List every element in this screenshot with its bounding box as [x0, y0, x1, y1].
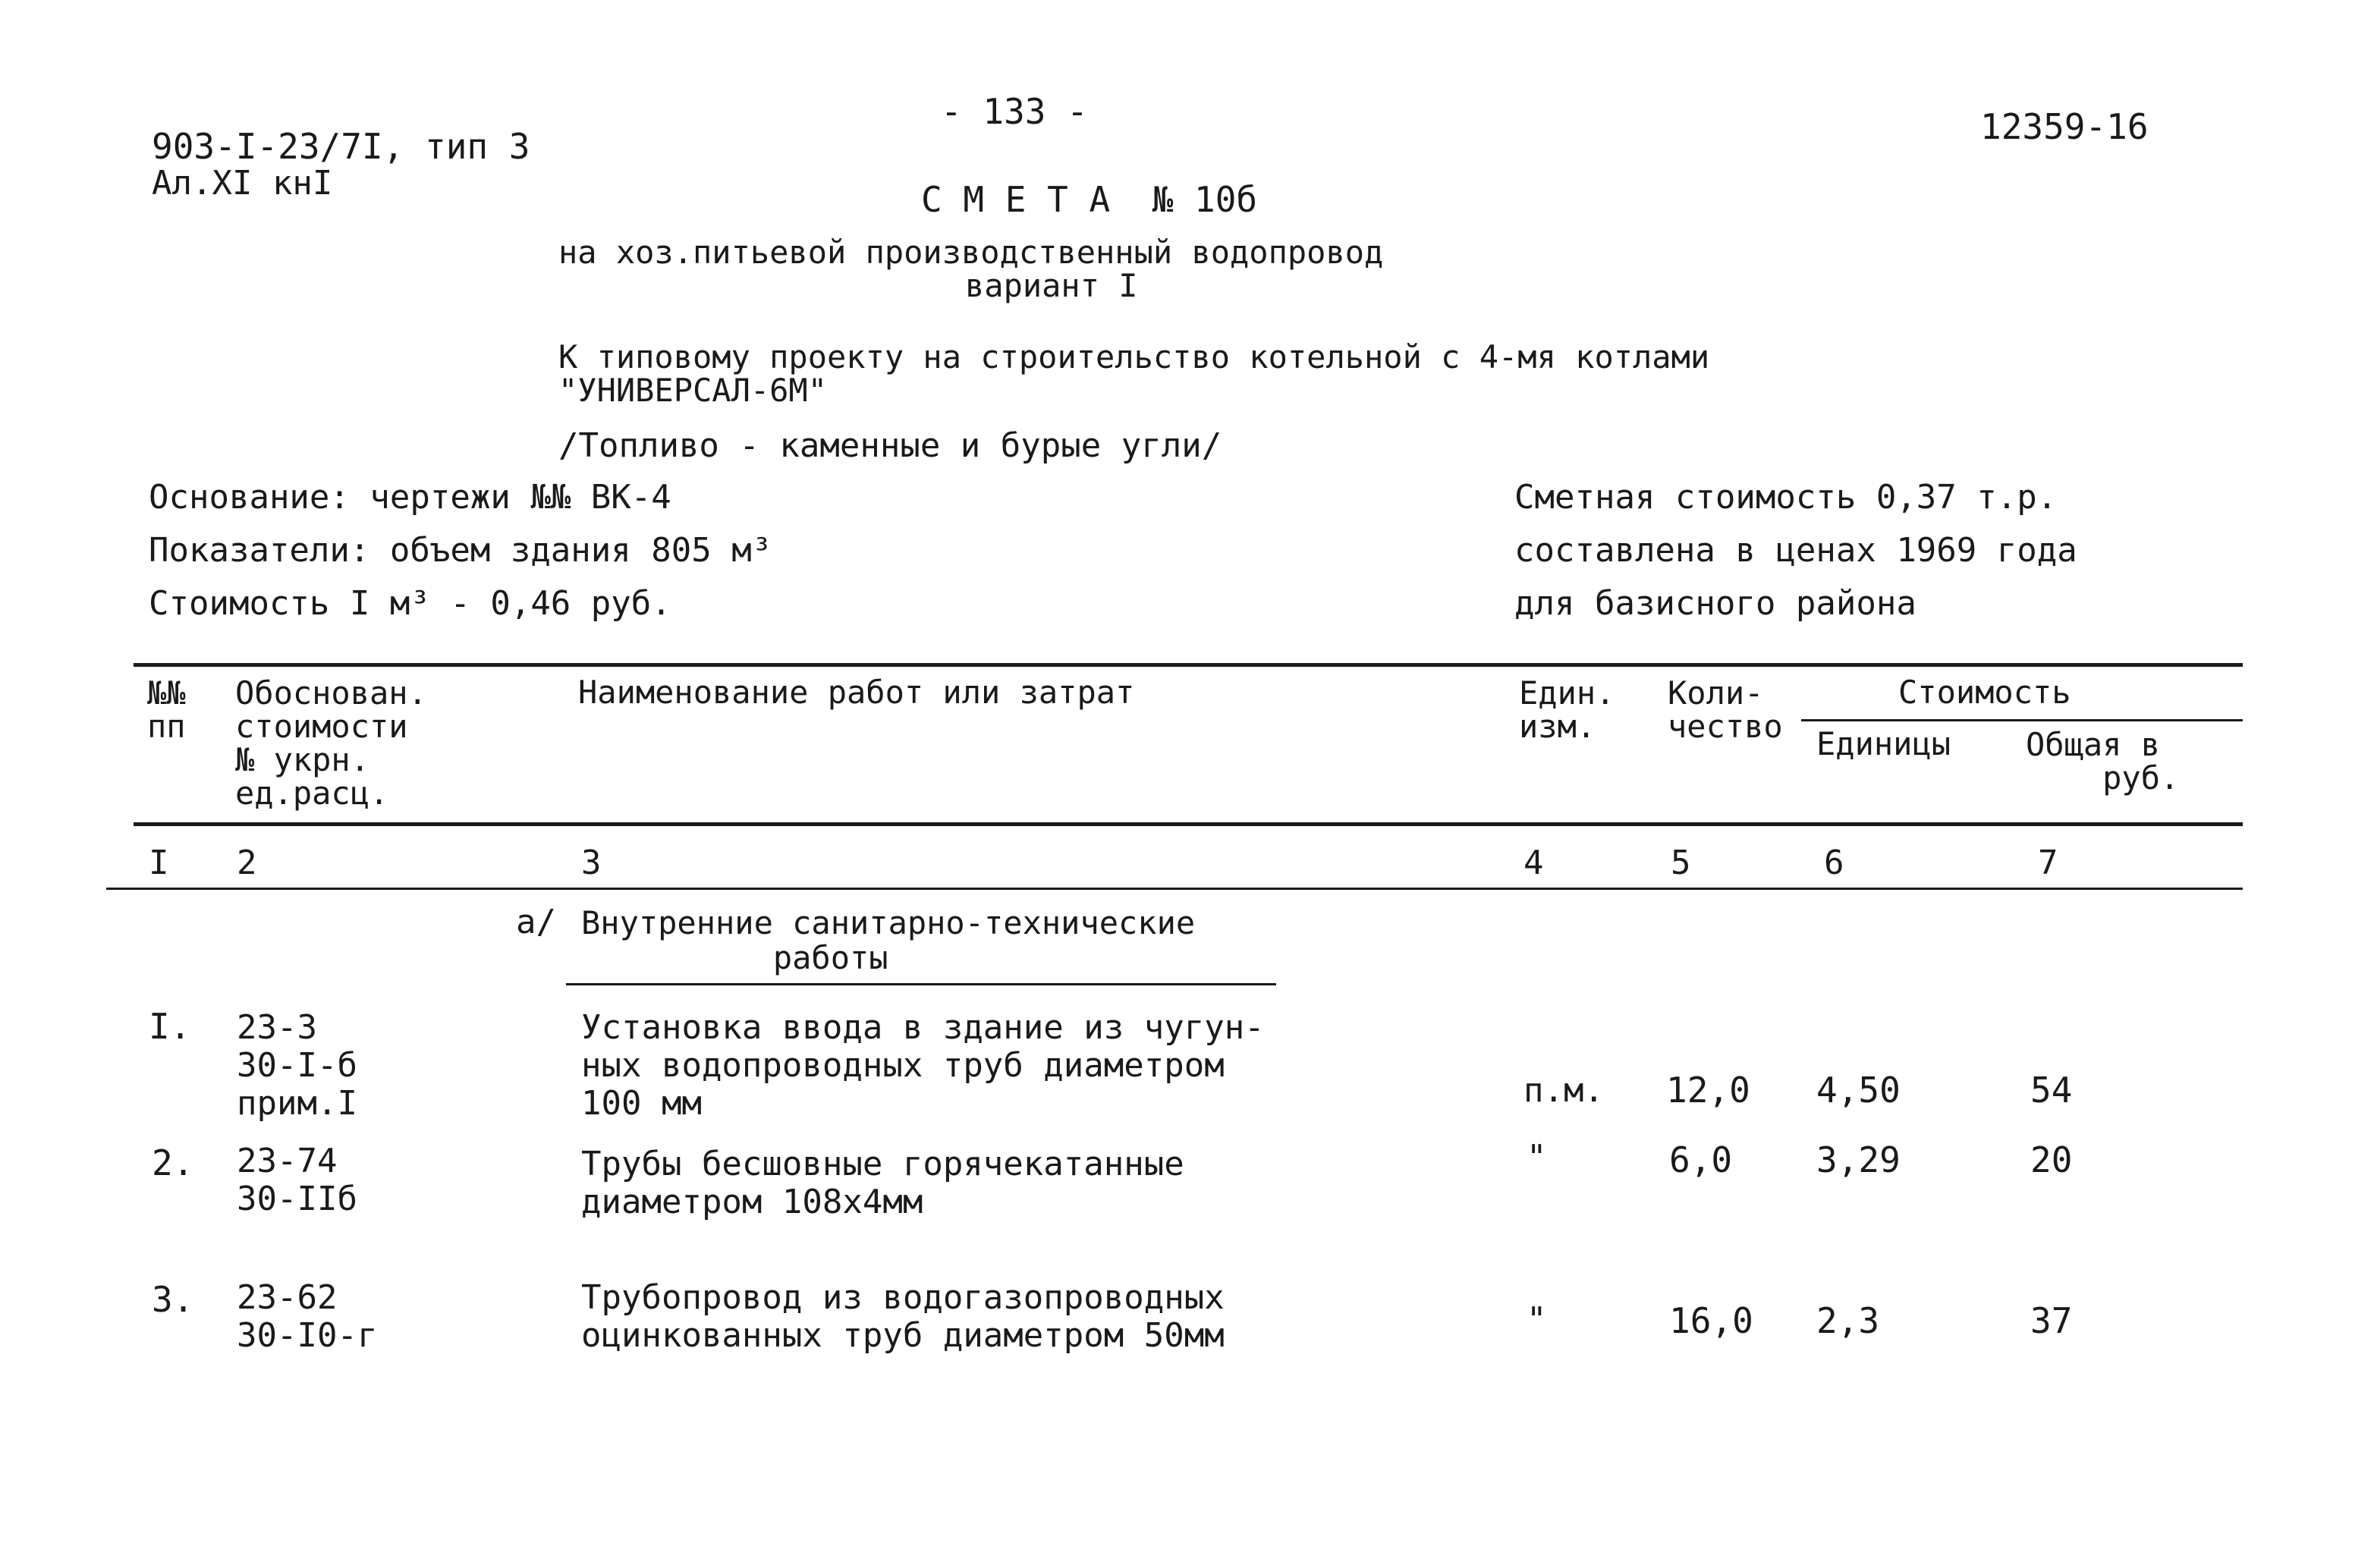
column-number: I	[149, 844, 169, 882]
fuel-note: /Топливо - каменные и бурые угли/	[558, 426, 1222, 465]
row-unit: "	[1527, 1138, 1547, 1177]
base-region-line: для базисного района	[1514, 584, 1916, 623]
estimated-cost-line: Сметная стоимость 0,37 т.р.	[1514, 478, 2058, 517]
header-total-cost: Общая в руб.	[2026, 726, 2180, 797]
row-work-name: Установка ввода в здание из чугун- ных водопроводных труб диаметром 100 мм	[581, 1008, 1265, 1123]
table-header-bottom-rule	[134, 822, 2243, 826]
document-title: С М Е Т А № 10б	[921, 179, 1258, 220]
row-quantity: 16,0	[1669, 1300, 1753, 1341]
subtitle-line-2: вариант I	[965, 267, 1138, 304]
page-number: - 133 -	[941, 91, 1088, 132]
header-quantity: Коли- чество	[1668, 674, 1783, 745]
header-unit: Един. изм.	[1519, 674, 1615, 745]
row-basis: 23-3 30-I-б прим.I	[237, 1008, 357, 1123]
row-unit: "	[1527, 1300, 1547, 1339]
header-work-name: Наименование работ или затрат	[578, 674, 1135, 711]
project-line-2: "УНИВЕРСАЛ-6М"	[558, 372, 828, 409]
column-number: 6	[1824, 844, 1844, 882]
cost-group-rule	[1801, 719, 2243, 721]
column-number: 3	[581, 844, 602, 882]
row-unit-cost: 3,29	[1816, 1139, 1901, 1180]
indicators-line: Показатели: объем здания 805 м³	[149, 531, 772, 570]
header-cost-group: Стоимость	[1898, 674, 2071, 711]
row-unit: п.м.	[1523, 1071, 1604, 1110]
registry-number: 12359-16	[1980, 106, 2149, 147]
header-basis: Обоснован. стоимости № укрн. ед.расц.	[235, 674, 427, 812]
row-work-name: Трубопровод из водогазопроводных оцинкованных труб диаметром 50мм	[581, 1278, 1225, 1355]
row-number: 3.	[152, 1279, 194, 1320]
row-quantity: 12,0	[1666, 1070, 1750, 1111]
row-basis: 23-74 30-IIб	[237, 1142, 357, 1218]
document-code: 903-I-23/7I, тип 3	[152, 126, 530, 167]
section-underline	[566, 983, 1276, 985]
row-number: I.	[149, 1006, 191, 1047]
table-top-rule	[134, 663, 2243, 667]
column-number: 4	[1523, 844, 1544, 882]
row-total: 20	[2030, 1139, 2073, 1180]
cost-per-m3-line: Стоимость I м³ - 0,46 руб.	[149, 584, 671, 623]
subtitle-line-1: на хоз.питьевой производственный водопровод	[558, 234, 1384, 271]
column-number: 2	[237, 844, 257, 882]
album-reference: Ал.XI кнI	[152, 164, 333, 203]
column-number: 7	[2038, 844, 2058, 882]
row-unit-cost: 4,50	[1816, 1070, 1901, 1111]
column-numbers-rule	[106, 888, 2243, 890]
row-unit-cost: 2,3	[1816, 1300, 1880, 1341]
row-number: 2.	[152, 1142, 194, 1183]
header-unit-cost: Единицы	[1816, 725, 1951, 762]
row-quantity: 6,0	[1669, 1139, 1733, 1180]
project-line-1: К типовому проекту на строительство котельной с 4-мя котлами	[558, 338, 1710, 376]
section-title: Внутренние санитарно-технические работы	[581, 904, 1196, 976]
column-number: 5	[1671, 844, 1691, 882]
basis-line: Основание: чертежи №№ ВК-4	[149, 478, 671, 517]
section-marker: а/	[516, 903, 556, 941]
row-total: 54	[2030, 1070, 2073, 1111]
header-row-number: №№ пп	[147, 674, 186, 745]
row-total: 37	[2030, 1300, 2073, 1341]
row-work-name: Трубы бесшовные горячекатанные диаметром 108х4мм	[581, 1145, 1184, 1221]
row-basis: 23-62 30-I0-г	[237, 1278, 378, 1355]
prices-year-line: составлена в ценах 1969 года	[1514, 531, 2077, 570]
